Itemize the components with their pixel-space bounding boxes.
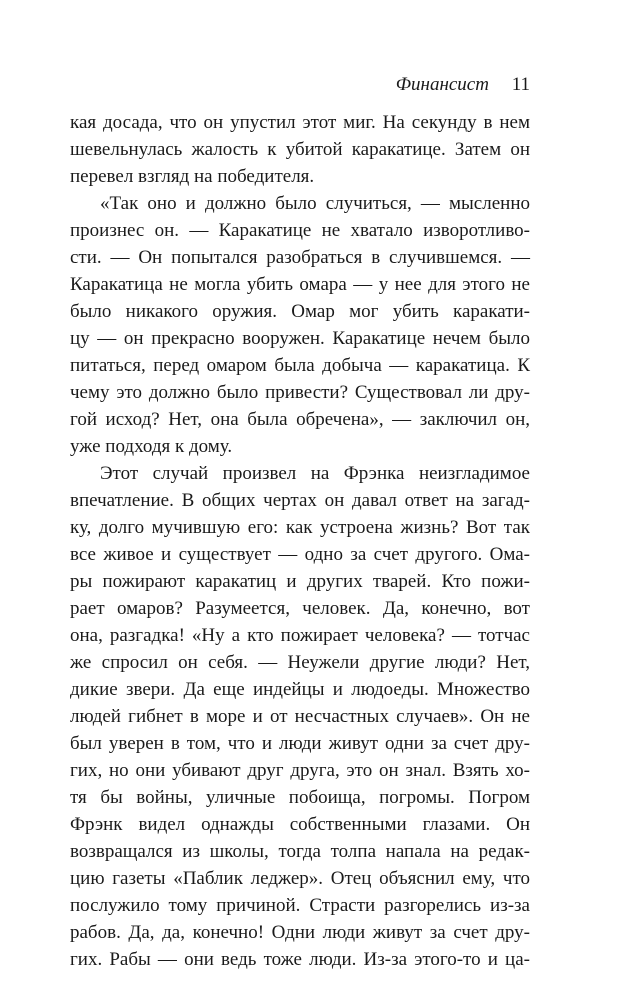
text-line: Этот случай произвел на Фрэнка неизгладимое: [100, 463, 530, 484]
text-line: впечатление. В общих чертах он давал ответ на загад-: [70, 490, 530, 511]
book-title: Финансист: [395, 74, 489, 95]
text-line: людей гибнет в море и от несчастных случаев». Он не: [70, 706, 530, 727]
text-line: гих. Рабы — они ведь тоже люди. Из-за этого-то и ца-: [70, 949, 530, 970]
text-line: дикие звери. Да еще индейцы и людоеды. Множество: [70, 679, 530, 700]
text-line: все живое и существует — одно за счет другого. Ома-: [70, 544, 530, 565]
text-line: Фрэнк видел однажды собственными глазами. Он: [70, 814, 530, 835]
text-line: было никакого оружия. Омар мог убить каракати-: [70, 301, 530, 322]
text-line: тя бы войны, уличные побоища, погромы. Погром: [70, 787, 530, 808]
text-line: сти. — Он попытался разобраться в случившемся. —: [70, 247, 530, 268]
running-header: [396, 73, 530, 97]
text-line: произнес он. — Каракатице не хватало изворотливо-: [70, 220, 530, 241]
text-line: «Так оно и должно было случиться, — мысленно: [100, 193, 530, 214]
text-line: гой исход? Нет, она была обречена», — заключил он,: [70, 409, 530, 430]
page-number: 11: [511, 74, 530, 95]
text-line: ку, долго мучившую его: как устроена жизнь? Вот так: [70, 517, 530, 538]
text-line: был уверен в том, что и люди живут одни за счет дру-: [70, 733, 530, 754]
text-line: Каракатица не могла убить омара — у нее для этого не: [70, 274, 530, 295]
text-line: цию газеты «Паблик леджер». Отец объяснил ему, что: [70, 868, 530, 889]
text-line: она, разгадка! «Ну а кто пожирает человека? — тотчас: [70, 625, 530, 646]
text-line: перевел взгляд на победителя.: [70, 166, 315, 187]
text-line: цу — он прекрасно вооружен. Каракатице нечем было: [70, 328, 530, 349]
text-line: кая досада, что он упустил этот миг. На секунду в нем: [70, 112, 530, 133]
text-line: рает омаров? Разумеется, человек. Да, конечно, вот: [70, 598, 530, 619]
body-text: [70, 109, 530, 973]
text-line: же спросил он себя. — Неужели другие люди? Нет,: [70, 652, 530, 673]
text-line: ры пожирают каракатиц и других тварей. Кто пожи-: [70, 571, 530, 592]
text-line: возвращался из школы, тогда толпа напала на редак-: [70, 841, 530, 862]
text-line: послужило тому причиной. Страсти разгорелись из-за: [70, 895, 530, 916]
text-line: чему это должно было привести? Существовал ли дру-: [70, 382, 530, 403]
text-line: гих, но они убивают друг друга, это он знал. Взять хо-: [70, 760, 530, 781]
text-line: шевельнулась жалость к убитой каракатице. Затем он: [70, 139, 530, 160]
text-line: уже подходя к дому.: [70, 436, 233, 457]
text-line: рабов. Да, да, конечно! Одни люди живут за счет дру-: [70, 922, 530, 943]
text-line: питаться, перед омаром была добыча — каракатица. К: [70, 355, 530, 376]
